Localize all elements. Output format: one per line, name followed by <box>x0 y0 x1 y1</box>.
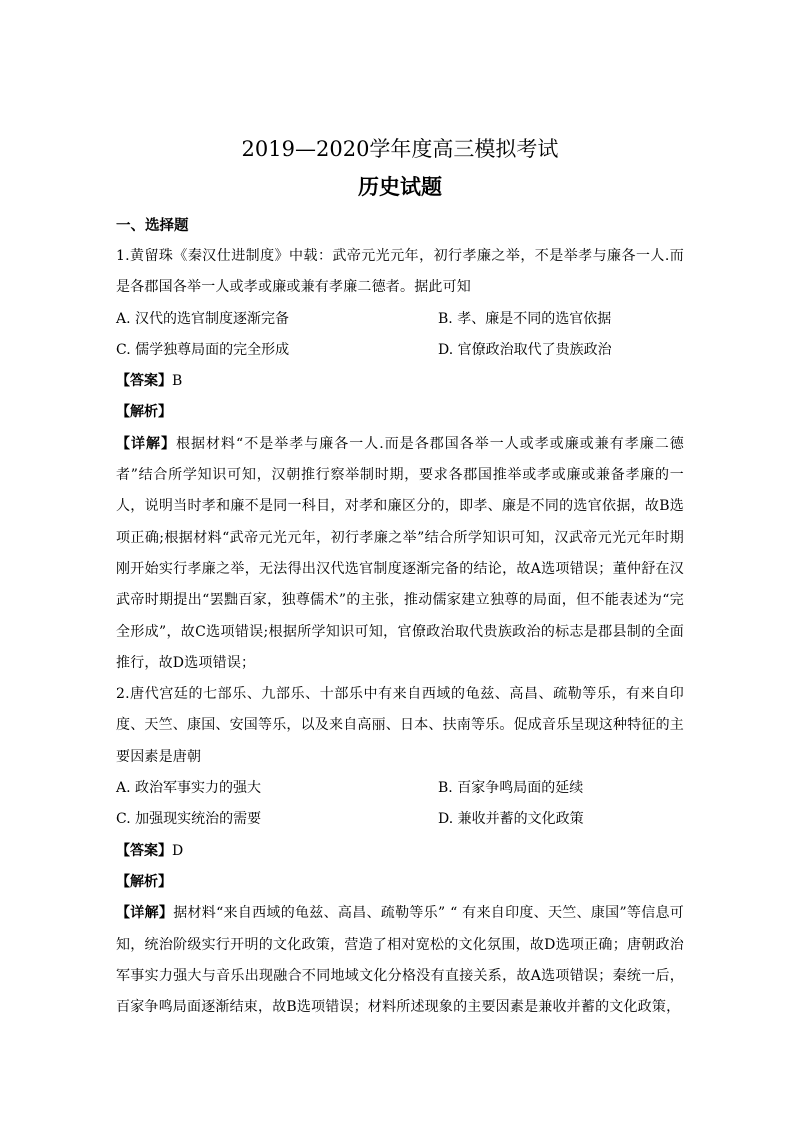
answer-line <box>116 366 684 397</box>
analysis-line <box>116 397 684 428</box>
option-a: A. 汉代的选官制度逐渐完备 <box>116 310 290 327</box>
options-grid <box>116 304 684 367</box>
option-b: B. 百家争鸣局面的延续 <box>438 780 584 797</box>
analysis-label: 【解析】 <box>116 873 172 890</box>
analysis-line <box>116 867 684 898</box>
question-stem: 2.唐代宫廷的七部乐、九部乐、十部乐中有来自西域的龟兹、高昌、疏勒等乐，有来自印度、天竺、康国、安国等乐，以及来自高丽、日本、扶南等乐。促成音乐呈现这种特征的主要因素是唐朝 <box>116 686 684 765</box>
analysis-label: 【解析】 <box>116 404 172 421</box>
detail-paragraph <box>116 429 684 679</box>
question-stem: 1.黄留珠《秦汉仕进制度》中载：武帝元光元年，初行孝廉之举，不是举孝与廉各一人.而是各郡国各举一人或孝或廉或兼有孝廉二德者。据此可知 <box>116 248 684 296</box>
option-d: D. 兼收并蓄的文化政策 <box>438 811 584 828</box>
option-b: B. 孝、廉是不同的选官依据 <box>438 310 612 327</box>
exam-title: 2019—2020学年度高三模拟考试 <box>241 137 559 161</box>
detail-label: 【详解】 <box>116 435 177 452</box>
question-2 <box>116 679 684 1023</box>
question-1 <box>116 241 684 679</box>
answer-label: 【答案】 <box>116 842 172 859</box>
answer-value: D <box>172 842 184 859</box>
option-c: C. 儒学独尊局面的完全形成 <box>116 341 290 358</box>
detail-label: 【详解】 <box>116 905 174 922</box>
answer-line <box>116 836 684 867</box>
detail-text: 根据材料“不是举孝与廉各一人.而是各郡国各举一人或孝或廉或兼有孝廉二德者”结合所学知识可知，汉朝推行察举制时期，要求各郡国推举或孝或廉或兼备孝廉的一人，说明当时孝和廉不是同一科目，对孝和廉区分的，即孝、廉是不同的选官依据，故B选项正确;根据材料“武帝元光元年，初行孝廉之举”结合所学知识可知，汉武帝元光元年时期刚开始实行孝廉之举，无法得出汉代选官制度逐渐完备的结论，故A选项错误；董仲舒在汉武帝时期提出“罢黜百家，独尊儒术”的主张，推动儒家建立独尊的局面，但不能表述为“完全形成”，故C选项错误;根据所学知识可知，官僚政治取代贵族政治的标志是郡县制的全面推行，故D选项错误； <box>116 435 684 671</box>
section-title: 一、选择题 <box>116 217 189 234</box>
option-d: D. 官僚政治取代了贵族政治 <box>438 341 612 358</box>
detail-paragraph <box>116 898 684 1023</box>
option-c: C. 加强现实统治的需要 <box>116 811 262 828</box>
answer-value: B <box>172 373 183 390</box>
detail-text: 据材料“来自西域的龟兹、高昌、疏勒等乐” “ 有来自印度、天竺、康国”等信息可知，统治阶级实行开明的文化政策，营造了相对宽松的文化氛围，故D选项正确；唐朝政治军事实力强大与音乐出现融合不同地域文化分格没有直接关系，故A选项错误；秦统一后，百家争鸣局面逐渐结束，故B选项错误；材料所述现象的主要因素是兼收并蓄的文化政策， <box>116 905 684 1016</box>
exam-subtitle: 历史试题 <box>358 174 442 199</box>
options-grid <box>116 773 684 836</box>
answer-label: 【答案】 <box>116 373 172 390</box>
option-a: A. 政治军事实力的强大 <box>116 780 262 797</box>
